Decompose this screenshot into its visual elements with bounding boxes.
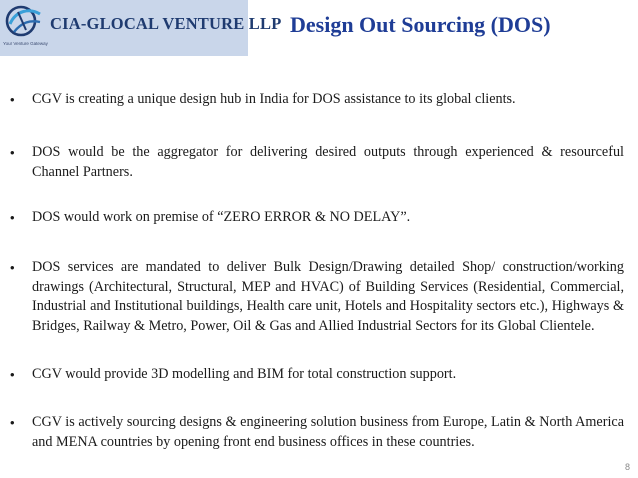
logo-tagline: Your Venture Gateway: [3, 41, 48, 46]
bullet-text: DOS would work on premise of “ZERO ERROR & NO DELAY”.: [32, 209, 411, 225]
bullet-text: CGV would provide 3D modelling and BIM for total construction support.: [32, 366, 457, 382]
logo-company-name: CIA-GLOCAL VENTURE LLP: [50, 14, 282, 33]
bullet-text: DOS services are mandated to deliver Bulk Design/Drawing detailed Shop/ construction/working drawings (Architectural, Structural, MEP and HVAC) of Building Services (Residential, Commercial, Industrial and Institutional buildings, Health care unit, Hotels and Hospitality sectors etc.), Highways & Bridges, Railway & Metro, Power, Oil & Gas and Allied Industrial Sectors for its Global Clientele.: [32, 259, 624, 334]
bullet-text: CGV is actively sourcing designs & engineering solution business from Europe, Latin & North America and MENA countries by opening front end business offices in these countries.: [32, 414, 624, 450]
bullet-text: CGV is creating a unique design hub in India for DOS assistance to its global clients.: [32, 91, 516, 107]
bullet-marker: •: [10, 92, 15, 107]
bullet-marker: •: [10, 145, 15, 160]
bullet-marker: •: [10, 367, 15, 382]
page-number: 8: [624, 462, 630, 472]
bullet-marker: •: [10, 210, 15, 225]
slide-title: Design Out Sourcing (DOS): [290, 12, 551, 37]
bullet-text: DOS would be the aggregator for delivering desired outputs through experienced & resourceful Channel Partners.: [32, 144, 624, 180]
bullet-marker: •: [10, 260, 15, 275]
bullet-marker: •: [10, 415, 15, 430]
